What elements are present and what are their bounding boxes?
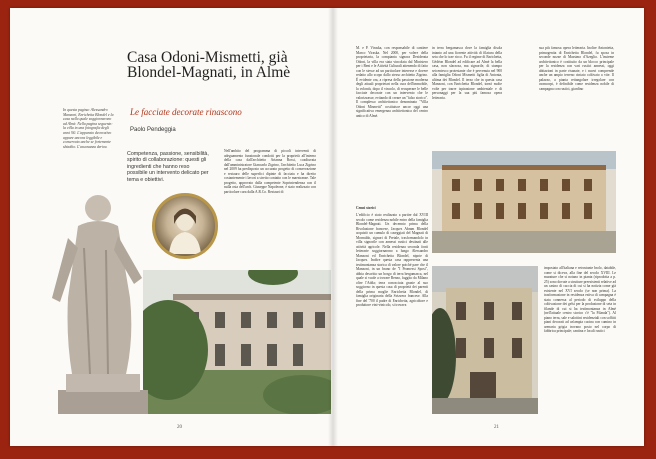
facade-vintage-photo [432,266,538,414]
portrait-illustration [155,196,215,256]
body-column-4b: impostato all'italiana e retrostante brolo, databile, come si diceva, alla fine del secolo XVIII. Le murature che si notano in pianta (riprodotta a p. 25) sono dovute a strutture preesistenti relative ad un casino di caccia di cui si ha notizia come già esistente nel XVI secolo (se non prima). La trasformazione in residenza estiva di campagna è stata connessa al periodo di sviluppo della coltivazione dei gelsi per la produzione di seta in filande di cui si ha testimonianza in Almè (nell'attuale centro storico c'è "la Filanda"). Al piano terra, sale e salottini residenziali con soffitti piani decorati ad un'ampia cucina con camino in arenaria grigia trovano posto nel corpo di fabbrica principale; cantina e locali rustici [544,266,616,333]
body-column-1: Nell'ambito del programma di piccoli interventi di adeguamento funzionale condotti per la proprietà all'interno della casa dall'architetto Arianna Rossi, coadiuvata dall'amministratore Giancarlo Zigrino, l'architetto Luca Zigrino nel 2009 ha predisposto un accurato progetto di conservazione e restauro delle superfici dipinte di facciata e ha diretto costantemente i lavori a stretto contatto con le maestranze. Tale progetto, approvato dalla competente Soprintendenza con il nulla osta dell'arch. Giuseppe Napoleone, è stato realizzato con particolare cura dalla A.R.Co. Restauri di [224,149,316,194]
enrichetta-portrait-medallion [152,193,218,259]
courtyard-illustration [432,151,616,253]
body-column-2-subhead: Cenni storici [356,206,376,210]
article-title: Casa Odoni-Mismetti, già Blondel-Magnati, in Almè [127,49,291,81]
author-name: Paolo Pendeggia [130,127,176,133]
page-number-right: 21 [494,425,499,430]
intro-text: Competenza, passione, sensibilità, spirito di collaborazione: questi gli ingredienti che hanno reso possibile un intervento delicato per tema e obiettivi. [127,151,209,183]
manzoni-statue [38,178,158,418]
facade-illustration [432,266,538,414]
photo-caption: In questa pagina: Alessandro Manzoni, Enrichetta Blondel e la casa nella quale soggiornarono ad Almè. Nella pagina seguente: la villa in una fotografia degli anni '60. L'apparato decorativo appare ancora leggibile e conservato anche se fortemente sbiadito. L'assonanza deriva. [63,108,114,149]
villa-courtyard-photo [432,151,616,253]
article-subtitle: Le facciate decorate rinascono [130,107,242,117]
body-column-2b: L'edificio è stato realizzato a partire dal XVIII secolo come residenza nobile entro della famiglia Blondel-Magnati. Un decennio prima della Rivoluzione francese, Jacques Abram Blondel acquistò un cumulo di caseggiati del Magnati di Mornaldo, signori di Pretale, trasformandolo in villa signorile con annessi rustici destinati alle attività agricole. Nella residenza seconda fonti letterarie soggiornarono a lungo Alessandro Manzoni ed Enrichetta Blondel, nipote di Jacques. Inoltre questa casa rappresenta una testimonianza storica di valore poiché pare che il Manzoni, in un brano de "I Promessi Sposi", abbia descritto un borgo di terra bergamasca, nel quale si vuole a trovare Renzo, fuggito da Milano oltre l'Adda; terra conosciuta grazie al suo soggiorno in questa casa di proprietà dei parenti della prima moglie Enrichetta Blondel, di famiglia originaria della Svizzera francese. Alla fine del '700 il padre di Enrichetta, agricoltore e produttore vini-vinicolo, si trovava [356,213,428,307]
body-column-4a: sua più famosa opera letteraria. Inoltre Antonietta, primogenita di Enrichetta Blondel, fu sposa in seconde nozze di Massimo d'Azeglio. L'insieme architettonico è costituito da un blocco principale per la residenza con vari rustici annessi, oggi abitazioni in parte risanate, e i nuovi comprende anche un ampio terreno cintato coltivato a vite. Il palazzo, a pianta rettangolare irregolare con avancorpi, è definibile come residenza nobile di campagna con rustici, giardino [539,46,614,91]
page-number-left: 20 [177,425,182,430]
magazine-spread [10,8,644,446]
body-column-2a: M. e P. Viraska, con responsabile di cantiere Marco Viraska. Nel 2000, per volere della proprietaria, la compianta signora Desiderata Odoni, la villa era stata vincolata dal Ministero per i Beni e le Attività Culturali attenendo di fatto con le stesse ad un particolare interesse e dovere redatto allo scopo dallo stesso architetto Zigrino. È evidente ora, a ripresa della passione moderna degli attuali proprietari nella cura dell'immobile, la volontà, dopo il vincolo, di recuperare le belle facciate decorate con un intervento che le valorizzasse, evitando di creare un "falso storico". Il complesso architettonico denominato "Villa Odoni Mismetti" costituisce ancor oggi una significativa emergenza architettonica del centro antico di Almè. [356,46,428,118]
spine-gutter [328,8,338,446]
villa-garden-photo [143,270,331,414]
villa-garden-illustration [143,270,331,414]
body-column-3: in terra bergamasca dove la famiglia disola intanto ad una fiorente attività di filatura della seta che lo trae ricco. Fu il regime di Enrichetta, Gédéon Blondel ad edificare ad Almè la bella casa, non sfarzosa, ma signorile, di stampo seicentesco protestante che è pervenuta nel 900 alla famiglia Odoni Mismetti figlia di Antonia, ultima dei Blondel. Il terzo che in questa casa Manzoni, con Enrichetta Blondel, tornò molte volte per trarre ispirazione ambientale e di personaggi per la sua più famosa opera letteraria. [432,46,502,100]
